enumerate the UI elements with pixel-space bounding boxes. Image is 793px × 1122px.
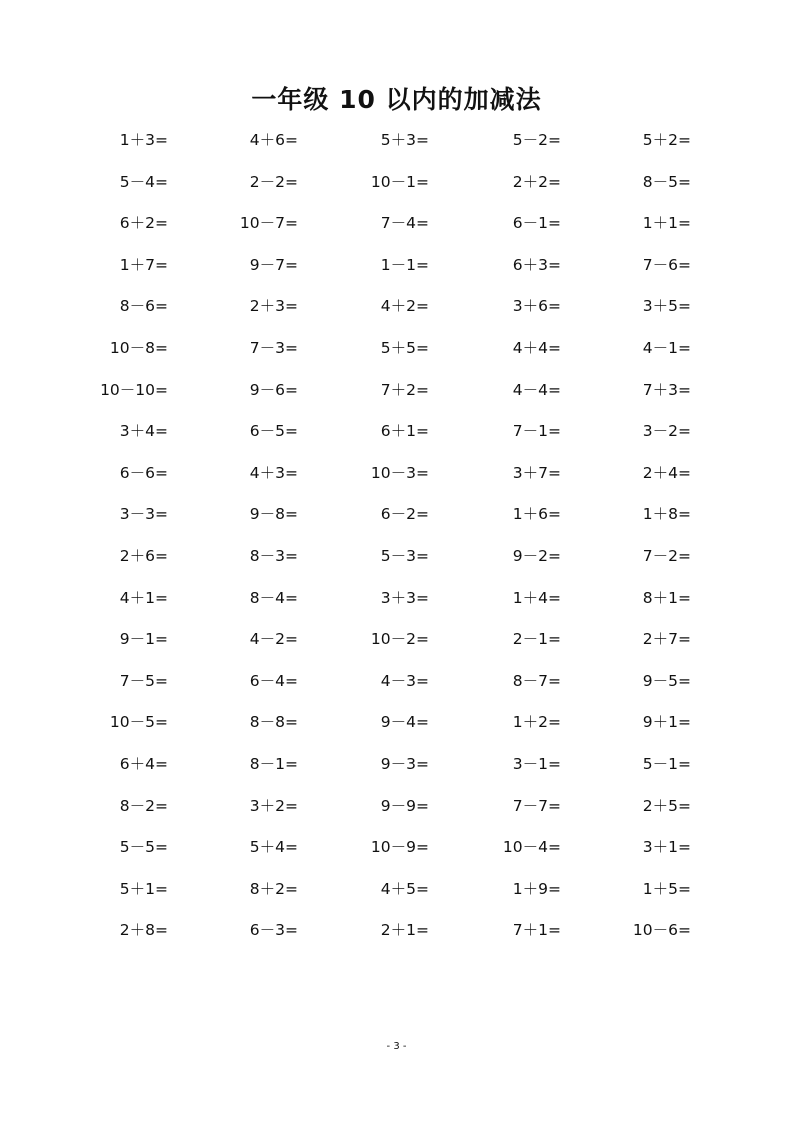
math-problem: 5＋1= [119,879,168,898]
math-problem: 1－1= [380,255,429,274]
math-problem: 5＋4= [249,838,298,857]
math-problem: 9－5= [642,671,691,690]
problem-row [0,750,793,792]
math-problem: 5＋3= [380,131,429,149]
math-problem: 8－3= [249,546,298,565]
math-problem: 3＋6= [512,297,561,316]
page-number: - 3 - [386,1041,407,1052]
problem-row [0,584,793,626]
math-problem: 10－5= [109,713,168,732]
math-problem: 8＋1= [642,588,691,607]
problem-row [0,542,793,584]
math-problem: 10－9= [370,838,429,857]
math-problem: 10－7= [239,214,298,233]
math-problem: 8－8= [249,713,298,732]
math-problem: 8－5= [642,172,691,191]
math-problem: 9－8= [249,505,298,524]
math-problem: 7－2= [642,546,691,565]
math-problem: 10－1= [370,172,429,191]
math-problem: 3－3= [119,505,168,524]
problem-row [0,376,793,418]
math-problem: 1＋2= [512,713,561,732]
math-problem: 1＋6= [512,505,561,524]
math-problem: 6－3= [249,921,298,940]
math-problem: 2＋4= [642,463,691,482]
math-problem: 2＋2= [512,172,561,191]
math-problem: 9＋1= [642,713,691,732]
math-problem: 4－2= [249,630,298,649]
math-problem: 10－4= [502,838,561,857]
problem-row [0,500,793,542]
math-problem: 4＋3= [249,463,298,482]
math-problem: 2＋5= [642,796,691,815]
problem-row [0,667,793,709]
math-problem: 9－3= [380,754,429,773]
math-problem: 3＋2= [249,796,298,815]
problem-row [0,875,793,917]
math-problem: 8－7= [512,671,561,690]
math-problem: 2＋6= [119,546,168,565]
math-problem: 1＋5= [642,879,691,898]
math-problem: 3－1= [512,754,561,773]
math-problem: 5－2= [512,131,561,149]
math-problem: 5＋5= [380,338,429,357]
problem-row [0,916,793,958]
math-problem: 1＋8= [642,505,691,524]
math-problem: 7－1= [512,422,561,441]
math-problem: 7＋3= [642,380,691,399]
math-problem: 4＋2= [380,297,429,316]
problem-row [0,126,793,168]
math-problem: 7＋1= [512,921,561,940]
math-problem: 7－4= [380,214,429,233]
math-problem: 6＋3= [512,255,561,274]
math-problem: 8－2= [119,796,168,815]
math-problem: 4＋5= [380,879,429,898]
math-problem: 9－6= [249,380,298,399]
math-problem: 4＋1= [119,588,168,607]
problem-row [0,292,793,334]
math-problem: 10－2= [370,630,429,649]
math-problem: 4＋6= [249,131,298,149]
math-problem: 1＋7= [119,255,168,274]
math-problem: 2＋7= [642,630,691,649]
problem-row [0,209,793,251]
math-problem: 8－4= [249,588,298,607]
math-problem: 8＋2= [249,879,298,898]
math-problem: 6＋1= [380,422,429,441]
math-problem: 2＋8= [119,921,168,940]
math-problem: 9－2= [512,546,561,565]
math-problem: 8－6= [119,297,168,316]
math-problem: 7－5= [119,671,168,690]
math-problem: 1＋9= [512,879,561,898]
math-problem: 7－7= [512,796,561,815]
math-problem: 4－4= [512,380,561,399]
math-problem: 4－3= [380,671,429,690]
math-problem: 6－1= [512,214,561,233]
math-problem: 2＋1= [380,921,429,940]
math-problem: 2－2= [249,172,298,191]
problem-row [0,334,793,376]
problem-row [0,459,793,501]
problem-row [0,625,793,667]
math-problem: 6－6= [119,463,168,482]
problem-grid [0,126,793,958]
math-problem: 7－6= [642,255,691,274]
math-problem: 10－6= [632,921,691,940]
math-problem: 3＋5= [642,297,691,316]
math-problem: 6－2= [380,505,429,524]
math-problem: 6＋2= [119,214,168,233]
math-problem: 5－3= [380,546,429,565]
math-problem: 2＋3= [249,297,298,316]
math-problem: 1＋3= [119,131,168,149]
math-problem: 6－4= [249,671,298,690]
math-problem: 1＋1= [642,214,691,233]
math-problem: 2－1= [512,630,561,649]
problem-row [0,168,793,210]
math-problem: 3－2= [642,422,691,441]
math-problem: 6－5= [249,422,298,441]
math-problem: 5－4= [119,172,168,191]
math-problem: 7＋2= [380,380,429,399]
math-problem: 9－1= [119,630,168,649]
math-problem: 1＋4= [512,588,561,607]
math-problem: 5＋2= [642,131,691,149]
problem-row [0,708,793,750]
math-problem: 7－3= [249,338,298,357]
math-problem: 9－9= [380,796,429,815]
problem-row [0,792,793,834]
problem-row [0,833,793,875]
math-problem: 10－3= [370,463,429,482]
math-problem: 9－4= [380,713,429,732]
problem-row [0,251,793,293]
math-problem: 3＋1= [642,838,691,857]
math-problem: 5－1= [642,754,691,773]
math-problem: 3＋7= [512,463,561,482]
math-problem: 4＋4= [512,338,561,357]
math-problem: 8－1= [249,754,298,773]
problem-row [0,417,793,459]
math-problem: 6＋4= [119,754,168,773]
math-problem: 10－8= [109,338,168,357]
math-problem: 3＋3= [380,588,429,607]
math-problem: 3＋4= [119,422,168,441]
math-problem: 9－7= [249,255,298,274]
math-problem: 4－1= [642,338,691,357]
math-problem: 10－10= [100,380,168,399]
math-problem: 5－5= [119,838,168,857]
page-title: 一年级 10 以内的加减法 [251,85,542,114]
